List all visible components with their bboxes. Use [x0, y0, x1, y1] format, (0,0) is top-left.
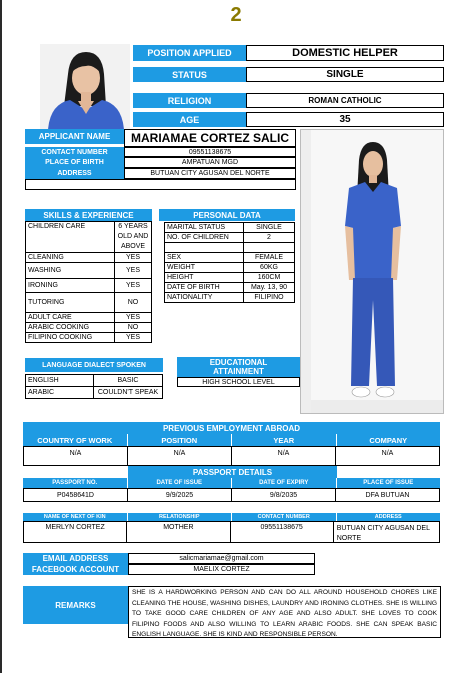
skill-value: YES — [115, 313, 152, 323]
employment-value-row — [23, 446, 440, 466]
remarks-text: SHE IS A HARDWORKING PERSON AND CAN DO ALL AROUND HOUSEHOLD CHORES LIKE CLEANING THE HOUSE, WASHING DISHES, LAUNDRY AND IRONING CLOTHES. SHE IS WILLING TO TAKE GOOD CARE CHILDREN OF ANY AGE AND ALSO ADULT. SHE LOVES TO COOK FILIPINO FOODS AND ALSO WILLING TO LEARN ARABIC FOODS. SHE CAN SPEAK BASIC ENGLISH LANGUAGE. SHE IS KIND AND RESPONSIBLE PERSON. — [128, 586, 441, 638]
skill-name: FILIPINO COOKING — [26, 333, 115, 343]
position-value: DOMESTIC HELPER — [246, 45, 444, 61]
passport-header-cell: DATE OF EXPIRY — [232, 478, 337, 488]
skill-value: NO — [115, 323, 152, 333]
position-label: POSITION APPLIED — [133, 45, 246, 61]
personal-spacer-row — [165, 243, 295, 253]
employment-header-cell: YEAR — [232, 434, 337, 446]
personal-label: DATE OF BIRTH — [165, 283, 244, 293]
skill-value: NO — [115, 293, 152, 313]
age-label: AGE — [133, 112, 246, 127]
language-row — [26, 387, 163, 399]
skill-value: 6 YEARS OLD AND ABOVE — [115, 222, 152, 253]
address-label: ADDRESS — [25, 168, 124, 179]
remarks-label: REMARKS — [23, 586, 128, 624]
applicant-name-label: APPLICANT NAME — [25, 129, 124, 144]
personal-data-table — [164, 222, 295, 303]
status-label: STATUS — [133, 67, 246, 82]
skill-row — [26, 253, 152, 263]
skill-row — [26, 333, 152, 343]
personal-label: WEIGHT — [165, 263, 244, 273]
personal-row — [165, 293, 295, 303]
kin-value-cell: 09551138675 — [231, 522, 334, 542]
place-of-birth-label: PLACE OF BIRTH — [25, 157, 124, 168]
employment-title: PREVIOUS EMPLOYMENT ABROAD — [23, 422, 440, 434]
kin-value-row — [23, 521, 440, 543]
language-title: LANGUAGE DIALECT SPOKEN — [25, 358, 163, 372]
employment-header-cell: POSITION — [128, 434, 233, 446]
language-table — [25, 374, 163, 399]
employment-value-cell: N/A — [381, 450, 394, 457]
personal-row — [165, 263, 295, 273]
contact-number-label: CONTACT NUMBER — [25, 147, 124, 157]
skill-row — [26, 323, 152, 333]
language-name: ARABIC — [26, 387, 94, 399]
religion-label: RELIGION — [133, 93, 246, 108]
passport-header-cell: DATE OF ISSUE — [128, 478, 233, 488]
passport-header-row — [23, 478, 440, 488]
full-body-photo — [300, 129, 444, 414]
skill-value: YES — [115, 253, 152, 263]
age-value: 35 — [246, 112, 444, 127]
skill-row — [26, 313, 152, 323]
email-label: EMAIL ADDRESS — [23, 553, 128, 564]
headshot-photo — [40, 44, 130, 130]
personal-value: 2 — [244, 233, 295, 243]
personal-value: SINGLE — [244, 223, 295, 233]
employment-value-cell: N/A — [24, 447, 128, 465]
place-of-birth-value: AMPATUAN MGD — [124, 157, 296, 168]
skill-row — [26, 222, 152, 253]
kin-header-cell: RELATIONSHIP — [128, 513, 233, 521]
skill-row — [26, 263, 152, 279]
language-level: BASIC — [94, 375, 163, 387]
kin-header-cell: ADDRESS — [337, 513, 441, 521]
language-level: COULDN'T SPEAK — [94, 387, 163, 399]
personal-row — [165, 223, 295, 233]
personal-row — [165, 233, 295, 243]
kin-header-cell: NAME OF NEXT OF KIN — [23, 513, 128, 521]
personal-data-title: PERSONAL DATA — [159, 209, 295, 221]
skill-name: TUTORING — [26, 293, 115, 313]
skill-name: IRONING — [26, 279, 115, 293]
kin-header-row — [23, 513, 440, 521]
personal-label: HEIGHT — [165, 273, 244, 283]
personal-row — [165, 273, 295, 283]
language-row — [26, 375, 163, 387]
passport-header-cell: PASSPORT NO. — [23, 478, 128, 488]
personal-label: NO. OF CHILDREN — [165, 233, 244, 243]
page-number: 2 — [230, 4, 242, 26]
applicant-blank-row — [25, 179, 296, 190]
personal-value: 60KG — [244, 263, 295, 273]
employment-header-cell: COMPANY — [337, 434, 441, 446]
facebook-value: MAELIX CORTEZ — [128, 564, 315, 575]
applicant-name-value: MARIAMAE CORTEZ SALIC — [124, 129, 296, 147]
education-title: EDUCATIONAL ATTAINMENT — [177, 357, 300, 377]
skill-row — [26, 279, 152, 293]
status-value: SINGLE — [246, 67, 444, 82]
personal-value: 160CM — [244, 273, 295, 283]
skills-table — [25, 221, 152, 343]
skill-name: CHILDREN CARE — [26, 222, 115, 253]
passport-title: PASSPORT DETAILS — [128, 466, 337, 478]
skills-title: SKILLS & EXPERIENCE — [25, 209, 152, 221]
skill-name: ARABIC COOKING — [26, 323, 115, 333]
skill-value: YES — [115, 333, 152, 343]
personal-label: MARITAL STATUS — [165, 223, 244, 233]
contact-number-value: 09551138675 — [124, 147, 296, 157]
education-value: HIGH SCHOOL LEVEL — [177, 377, 300, 387]
employment-header-cell: COUNTRY OF WORK — [23, 434, 128, 446]
employment-header-row — [23, 434, 440, 446]
skill-value: YES — [115, 279, 152, 293]
passport-value-cell: 9/9/2025 — [128, 489, 232, 501]
kin-value-cell: MERLYN CORTEZ — [24, 522, 127, 542]
personal-row — [165, 253, 295, 263]
passport-value-row — [23, 488, 440, 502]
passport-header-cell: PLACE OF ISSUE — [337, 478, 441, 488]
passport-value-cell: P0458641D — [24, 489, 128, 501]
employment-value-cell: N/A — [128, 447, 232, 465]
skill-name: CLEANING — [26, 253, 115, 263]
personal-label: SEX — [165, 253, 244, 263]
personal-value: FEMALE — [244, 253, 295, 263]
kin-value-cell: MOTHER — [127, 522, 230, 542]
personal-value: FILIPINO — [244, 293, 295, 303]
skill-name: ADULT CARE — [26, 313, 115, 323]
passport-value-cell: 9/8/2035 — [232, 489, 336, 501]
skill-name: WASHING — [26, 263, 115, 279]
personal-label: NATIONALITY — [165, 293, 244, 303]
kin-header-cell: CONTACT NUMBER — [232, 513, 337, 521]
skill-row — [26, 293, 152, 313]
personal-value: May. 13, 90 — [244, 283, 295, 293]
passport-value-cell: DFA BUTUAN — [365, 491, 410, 499]
kin-value-cell: BUTUAN CITY AGUSAN DEL NORTE — [336, 525, 430, 542]
religion-value: ROMAN CATHOLIC — [246, 93, 444, 108]
language-name: ENGLISH — [26, 375, 94, 387]
page-left-border — [0, 0, 2, 673]
skill-value: YES — [115, 263, 152, 279]
personal-row — [165, 283, 295, 293]
facebook-label: FACEBOOK ACCOUNT — [23, 564, 128, 575]
employment-value-cell: N/A — [232, 447, 336, 465]
address-value: BUTUAN CITY AGUSAN DEL NORTE — [124, 168, 296, 179]
email-value: salicmariamae@gmail.com — [128, 553, 315, 564]
